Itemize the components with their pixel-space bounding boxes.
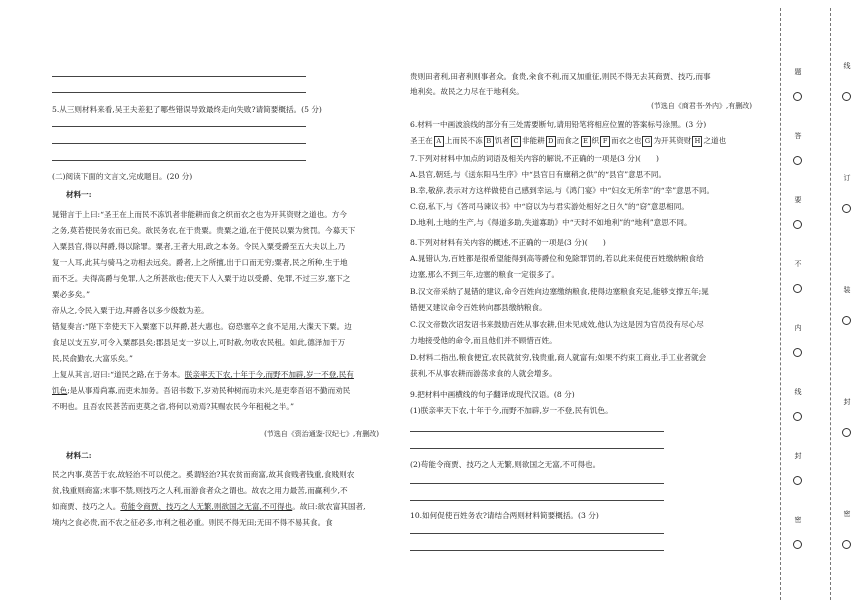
binding-line-inner: [780, 8, 781, 600]
passage-line: 帝从之,令民入粟于边,拜爵各以多少级数为差。: [52, 306, 209, 315]
binding-circle: [793, 348, 802, 357]
binding-char: 内: [794, 324, 802, 331]
passage-line: 错复奏言:“陛下幸使天下入粟塞下以拜爵,甚大惠也。窃恐塞卒之食不足用,大渫天下粟。边: [52, 322, 352, 331]
material-1-title: 材料一:: [66, 190, 92, 199]
question-6: 6.材料一中画波浪线的部分有三处需要断句,请用铅笔将相应位置的答案标号涂黑。(3 分): [410, 120, 707, 129]
answer-line: [410, 533, 664, 534]
binding-circle: [793, 412, 802, 421]
break-option-box[interactable]: A: [434, 136, 444, 147]
passage-text: 上复从其言,诏曰:“道民之路,在于务本。: [52, 370, 185, 379]
question-8: 8.下列对材料有关内容的概述,不正确的一项是(3 分)( ): [410, 238, 606, 247]
binding-circle: [842, 204, 851, 213]
option-c: 力地接受他的命令,而且他们并不顾惜百姓。: [410, 336, 557, 345]
answer-line: [52, 92, 306, 93]
break-option-box[interactable]: C: [511, 136, 521, 147]
binding-char: 密: [843, 510, 851, 517]
passage-line: [52, 384, 350, 397]
passage-line: 贵则田者利,田者利则事者众。食贵,籴食不利,而又加重征,则民不得无去其商贾、技巧,而事: [410, 72, 711, 81]
underlined-sentence: 饥色: [52, 386, 68, 395]
option-b: B.幸,敬辞,表示对方这样做使自己感到幸运,与《鸿门宴》中“妇女无所幸”的“幸”意思不同。: [410, 186, 715, 195]
passage-line: 之务,莫若使民务农而已矣。欲民务农,在于贵粟。贵粟之道,在于使民以粟为赏罚。今募天下: [52, 226, 356, 235]
binding-circle: [793, 476, 802, 485]
passage-text: 而食之: [556, 136, 580, 145]
option-d: D.材料二指出,粮食便宜,农民就贫穷,钱贵重,商人就富有;如果不约束工商业,手工业者就会: [410, 353, 707, 362]
binding-circle: [793, 540, 802, 549]
binding-circle: [793, 156, 802, 165]
passage-line: 境内之食必贵,而不农之征必多,市利之租必重。则民不得无田;无田不得不易其食。食: [52, 518, 333, 527]
passage-line: 食足以支五岁,可令入粟郡县矣;郡县足支一岁以上,可时赦,勿收农民租。如此,德泽加于万: [52, 338, 346, 347]
passage-text: 非能耕: [521, 136, 545, 145]
source-note: (节选自《资治通鉴·汉纪七》,有删改): [264, 430, 379, 438]
passage-line: 晁错言于上曰:“圣王在上而民不冻饥者非能耕而食之织而衣之也为开其资财之道也。方今: [52, 210, 347, 219]
underlined-sentence: 苟能令商贾、技巧之人无繁,则欲国之无富,不可得也: [120, 502, 293, 511]
binding-char: 不: [794, 260, 802, 267]
binding-circle: [842, 316, 851, 325]
break-option-box[interactable]: G: [642, 136, 652, 147]
answer-line: [410, 500, 664, 501]
break-option-box[interactable]: D: [546, 136, 556, 147]
break-option-box[interactable]: H: [692, 136, 702, 147]
binding-char: 要: [794, 196, 802, 203]
question-10: 10.如何促使百姓务农?请结合两则材料简要概括。(3 分): [410, 511, 599, 520]
binding-circle: [793, 284, 802, 293]
question-9-2: (2)苟能令商贾、技巧之人无繁,则欲国之无富,不可得也。: [410, 460, 601, 469]
answer-line: [410, 431, 664, 432]
source-note: (节选自《商君书·外内》,有删改): [651, 102, 752, 110]
binding-circle: [793, 220, 802, 229]
binding-circle: [842, 428, 851, 437]
answer-line: [52, 126, 306, 127]
binding-char: 线: [794, 388, 802, 395]
question-7: 7.下列对材料中加点的词语及相关内容的解说,不正确的一项是(3 分)( ): [410, 154, 659, 163]
binding-char: 答: [794, 132, 802, 139]
passage-text: 为开其资财: [653, 136, 692, 145]
binding-line-outer: [830, 8, 831, 600]
sentence-break-options: [410, 134, 726, 147]
passage-line: 而不乏。夫得高爵与免罪,人之所甚欲也;使天下人入粟于边以受爵、免罪,不过三岁,塞下之: [52, 274, 351, 283]
passage-text: ;是从事焉尚寡,而吏未加务。吾诏书数下,岁劝民种树而功未兴,是吏奉吾诏不勤而劝民: [67, 386, 351, 395]
option-a: 边塞,那么不到三年,边塞的粮食一定很多了。: [410, 270, 560, 279]
binding-char: 线: [843, 62, 851, 69]
break-option-box[interactable]: F: [600, 136, 610, 147]
question-5: 5.从三则材料来看,吴王夫差犯了哪些错误导致最终走向失败?请简要概括。(5 分): [52, 105, 322, 114]
answer-line: [52, 160, 306, 161]
answer-line: [410, 483, 664, 484]
option-c: C.窃,私下,与《答司马谏议书》中“窃以为与君实游处相好之日久”的“窃”意思相同。: [410, 202, 689, 211]
passage-text: 织: [591, 136, 600, 145]
option-b: B.汉文帝采纳了晁错的建议,命令百姓向边塞缴纳粮食,使得边塞粮食充足,能够支撑五年;晁: [410, 287, 709, 296]
passage-text: 如商贾、技巧之人。: [52, 502, 121, 511]
passage-line: 民,民俞勤农,大富乐矣。”: [52, 354, 133, 363]
binding-circle: [793, 92, 802, 101]
passage-line: 地利矣。故民之力尽在于地利矣。: [410, 87, 524, 96]
break-option-box[interactable]: E: [581, 136, 591, 147]
answer-line: [410, 448, 664, 449]
passage-line: 粟必多矣。”: [52, 290, 91, 299]
passage-text: 上而民不冻: [444, 136, 483, 145]
passage-text: 。故曰:欲农富其国者,: [292, 502, 366, 511]
passage-line: 不明也。且吾农民甚苦而吏莫之省,将何以劝焉?其赐农民今年租税之半。”: [52, 402, 294, 411]
passage-line: 贫,钱重则商富;末事不禁,则技巧之人利,而游食者众之谓也。故农之用力最苦,而赢利少,不: [52, 486, 348, 495]
option-a: A.晁错认为,百姓都是很希望能得到高等爵位和免除罪罚的,若以此来促使百姓缴纳粮食给: [410, 254, 704, 263]
passage-text: 之道也: [703, 136, 727, 145]
passage-line: [52, 500, 366, 513]
binding-char: 订: [843, 174, 851, 181]
binding-char: 封: [843, 398, 851, 405]
section-2-heading: (二)阅读下面的文言文,完成题目。(20 分): [52, 172, 193, 181]
passage-line: 入粟县官,得以拜爵,得以除罪。粟者,王者大用,政之本务。令民入粟受爵至五大夫以上,乃: [52, 242, 346, 251]
binding-char: 装: [843, 286, 851, 293]
material-2-title: 材料二:: [66, 451, 92, 460]
question-9: 9.把材料中画横线的句子翻译成现代汉语。(8 分): [410, 390, 575, 399]
underlined-sentence: 朕亲率天下农,十年于今,而野不加辟,岁一不登,民有: [184, 370, 354, 379]
question-9-1: (1)朕亲率天下农,十年于今,而野不加辟,岁一不登,民有饥色。: [410, 406, 613, 415]
binding-circle: [842, 92, 851, 101]
answer-line: [410, 550, 664, 551]
passage-line: 复一人耳,此其与骑马之功相去远矣。爵者,上之所擅,出于口而无穷;粟者,民之所种,生于地: [52, 258, 348, 267]
option-d: 获利,不从事农耕而游荡求食的人就会增多。: [410, 369, 557, 378]
option-c: C.汉文帝数次诏发诏书来鼓励百姓从事农耕,但未见成效,他认为这是因为官员没有尽心尽: [410, 320, 704, 329]
option-b: 错便又建议命令百姓转向郡县缴纳粮食。: [410, 303, 547, 312]
binding-circle: [842, 540, 851, 549]
binding-char: 封: [794, 452, 802, 459]
answer-line: [52, 76, 306, 77]
binding-char: 密: [794, 516, 802, 523]
option-a: A.县官,朝廷,与《送东阳马生序》中“县官日有廪稍之供”的“县官”意思不同。: [410, 170, 667, 179]
passage-line: [52, 368, 354, 381]
passage-text: 圣王在: [410, 136, 433, 145]
answer-line: [52, 143, 306, 144]
break-option-box[interactable]: B: [484, 136, 494, 147]
passage-text: 而衣之也: [611, 136, 642, 145]
option-d: D.地利,土地的生产,与《得道多助,失道寡助》中“天时不如地利”的“地利”意思不同。: [410, 218, 692, 227]
passage-line: 民之内事,莫苦于农,故轻治不可以使之。奚谓轻治?其农贫而商富,故其食贱者钱重,食贱则农: [52, 470, 355, 479]
binding-char: 题: [794, 68, 802, 75]
passage-text: 饥者: [494, 136, 510, 145]
